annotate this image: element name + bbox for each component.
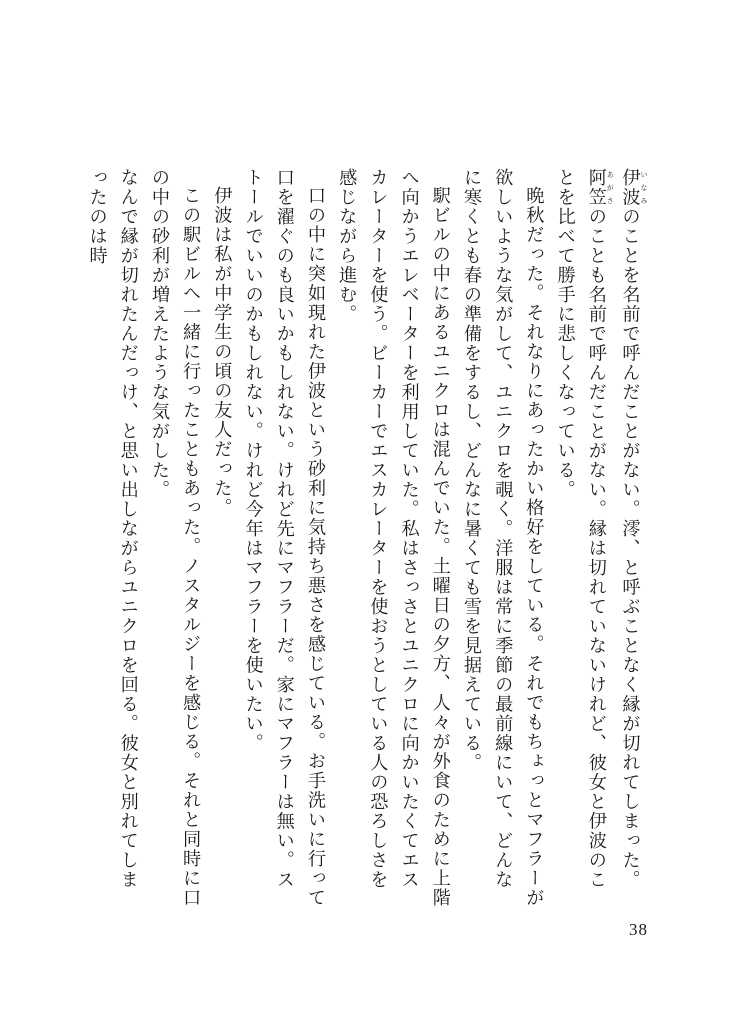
para-text: なんで縁が切れたんだっけ、と思い出しながらユニクロを回る。彼女と別れてしまったのは時 <box>86 168 139 890</box>
ruby-iname <box>619 168 648 207</box>
paragraph-2 <box>549 168 614 908</box>
paragraph-3 <box>456 168 550 908</box>
para-text: 口の中に突如現れた伊波という砂利に気持ち悪さを感じている。お手洗いに行って口を濯ぐのも良いかもしれない。けれど先にマフラーだ。家にマフラーは無い。ストールでいいのかもしれない。けれど今年はマフラーを使いたい。 <box>242 168 326 908</box>
para-text: 駅ビルの中にあるユニクロは混んでいた。土曜日の夕方、人々が外食のために上階へ向かうエレベーターを利用していた。私はさっさとユニクロに向かいたくてエスカレーターを使う。ビーカーでエスカレーターを使おうとしている人の恐ろしさを感じながら進む。 <box>336 168 451 908</box>
vertical-text-body <box>81 168 648 908</box>
ruby-agasa <box>585 168 615 207</box>
ruby-base: 伊波 <box>619 168 641 207</box>
ruby-reading: いなみ <box>640 168 648 207</box>
paragraph-1 <box>614 168 648 908</box>
ruby-reading: あがさ <box>606 168 615 207</box>
paragraph-5 <box>237 168 331 908</box>
para-text: 伊波は私が中学生の頃の友人だった。 <box>211 186 233 518</box>
paragraph-8 <box>81 168 143 908</box>
paragraph-6 <box>206 168 237 908</box>
para-text: この駅ビルへ一緒に行ったこともあった。ノスタルジーを感じる。それと同時に口の中の砂利が増えたような気がした。 <box>148 168 202 908</box>
para-text: 晩秋だった。それなりにあったかい格好をしている。それでもちょっとマフラーが欲しいような気がして、ユニクロを覗く。洋服は常に季節の最前線にいて、どんなに寒くとも春の準備をするし、どんなに暑くても雪を見据えている。 <box>460 168 545 908</box>
page-number: 38 <box>629 920 648 939</box>
para-post: のことを名前で呼んだことがない。澪、と呼ぶことなく縁が切れてしまった。 <box>619 207 641 890</box>
para-post: のことも名前で呼んだことがない。縁は切れていないけれど、彼女と伊波のことを比べて勝手に悲しくなっている。 <box>554 168 607 890</box>
ruby-base: 阿笠 <box>585 168 607 207</box>
paragraph-7 <box>144 168 206 908</box>
paragraph-4 <box>331 168 456 908</box>
